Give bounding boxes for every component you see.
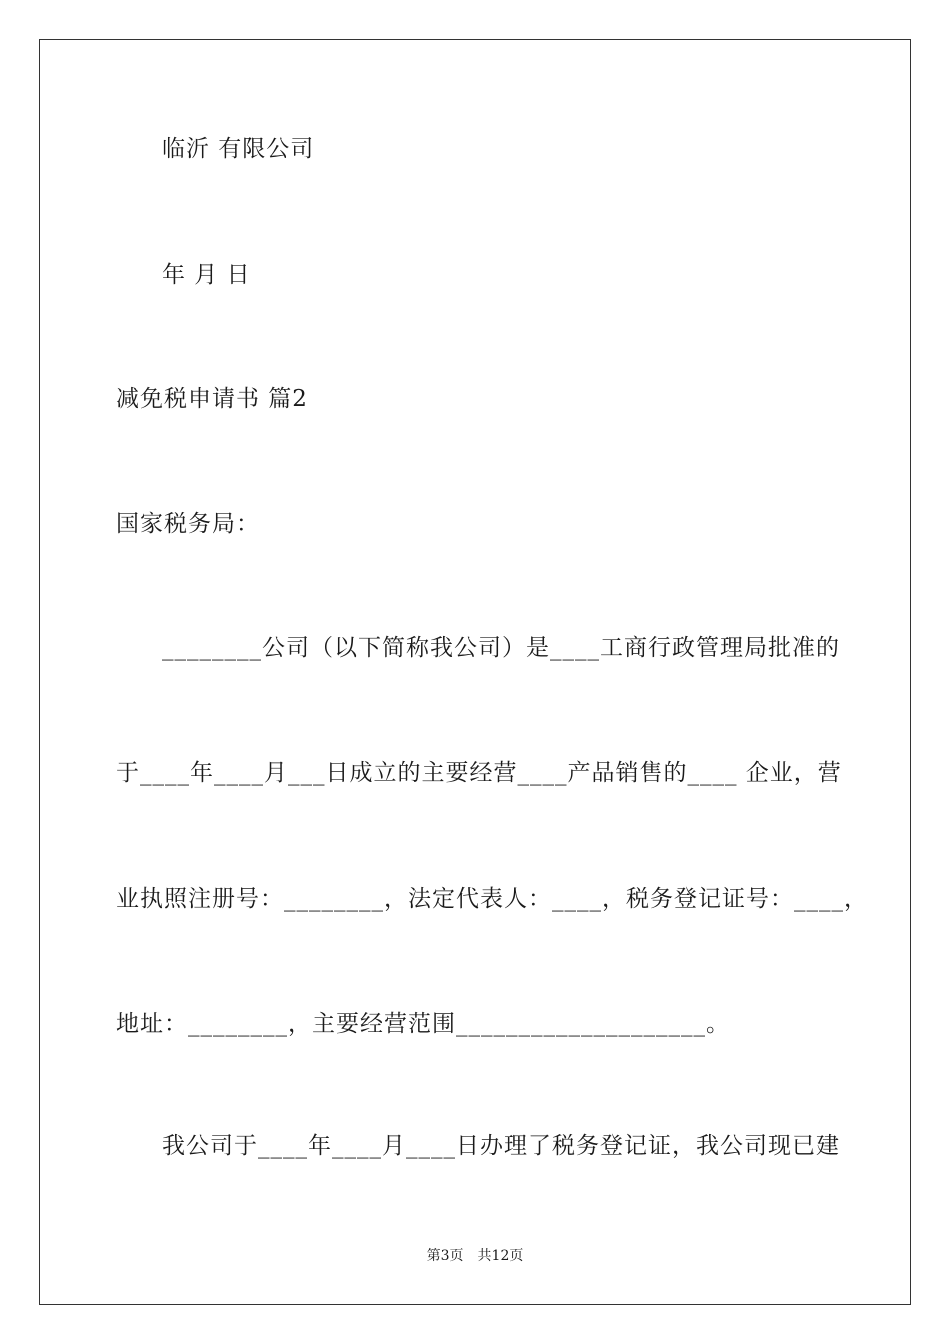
section-title: 减免税申请书 篇2 bbox=[116, 386, 308, 412]
body-line-2: 于____年____月___日成立的主要经营____产品销售的____ 企业，营 bbox=[116, 760, 842, 786]
body-line-4: 地址：________，主要经营范围____________________。 bbox=[116, 1011, 730, 1037]
body-line-1: ________公司（以下简称我公司）是____工商行政管理局批准的 bbox=[162, 635, 840, 661]
page-number-footer: 第3页 共12页 bbox=[426, 1248, 524, 1264]
company-name-line: 临沂 有限公司 bbox=[162, 136, 315, 162]
date-line: 年 月 日 bbox=[162, 262, 251, 288]
addressee-line: 国家税务局： bbox=[116, 511, 260, 537]
page-border bbox=[39, 39, 911, 1305]
body-line-3: 业执照注册号：________，法定代表人：____，税务登记证号：____， bbox=[116, 886, 868, 912]
body-line-5: 我公司于____年____月____日办理了税务登记证，我公司现已建 bbox=[162, 1133, 840, 1159]
